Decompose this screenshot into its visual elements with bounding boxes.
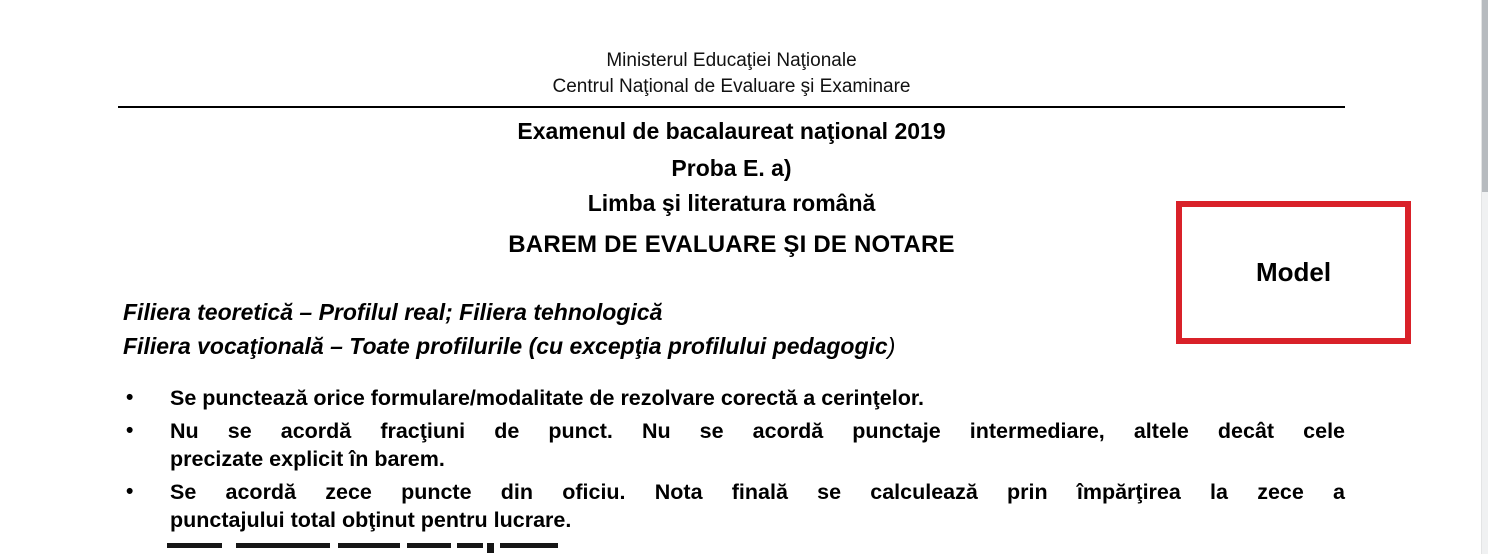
bullet-line: Se acordă zece puncte din oficiu. Nota finală se calculează prin împărţirea la zece a — [170, 480, 1345, 504]
filiera-line-2-paren: ) — [887, 333, 896, 359]
ministry-name: Ministerul Educaţiei Naţionale — [606, 50, 857, 71]
cutoff-text-fragments — [167, 543, 587, 554]
bullet-text — [170, 478, 1345, 534]
bullet-line: precizate explicit în barem. — [170, 447, 445, 471]
filiera-line-2 — [123, 329, 1323, 363]
subject-title: Limba şi literatura română — [587, 190, 876, 216]
list-item — [126, 478, 1345, 534]
text-fragment — [338, 543, 400, 548]
filiera-line-1: Filiera teoretică – Profilul real; Filiera tehnologică — [123, 299, 663, 325]
header-divider-line — [118, 106, 1345, 108]
bullet-icon: • — [126, 386, 134, 409]
rules-bullet-list — [126, 384, 1345, 539]
scrollbar-thumb[interactable] — [1482, 0, 1488, 192]
bullet-icon: • — [126, 419, 134, 442]
bullet-text — [170, 384, 1345, 412]
text-fragment — [500, 543, 558, 548]
proba-title: Proba E. a) — [671, 155, 792, 181]
list-item — [126, 417, 1345, 473]
list-item — [126, 384, 1345, 412]
evaluation-center-name: Centrul Naţional de Evaluare şi Examinare — [552, 76, 911, 97]
text-fragment — [167, 543, 222, 548]
filiera-section — [123, 295, 1323, 363]
bullet-line: Se punctează orice formulare/modalitate de rezolvare corectă a cerinţelor. — [170, 386, 924, 410]
bullet-text — [170, 417, 1345, 473]
bullet-line: Nu se acordă fracţiuni de punct. Nu se acordă punctaje intermediare, altele decât cele — [170, 419, 1345, 443]
text-fragment — [487, 543, 494, 553]
text-fragment — [236, 543, 330, 548]
filiera-line-2-text: Filiera vocaţională – Toate profilurile (cu excepţia profilului pedagogic — [123, 333, 888, 359]
bullet-icon: • — [126, 480, 134, 503]
text-fragment — [407, 543, 451, 548]
model-label: Model — [1255, 257, 1332, 287]
barem-title: BAREM DE EVALUARE ŞI DE NOTARE — [508, 231, 955, 258]
bullet-line: punctajului total obţinut pentru lucrare. — [170, 508, 572, 532]
text-fragment — [457, 543, 483, 548]
ministry-header — [118, 48, 1345, 100]
vertical-scrollbar[interactable] — [1481, 0, 1488, 554]
exam-title: Examenul de bacalaureat naţional 2019 — [517, 118, 946, 144]
